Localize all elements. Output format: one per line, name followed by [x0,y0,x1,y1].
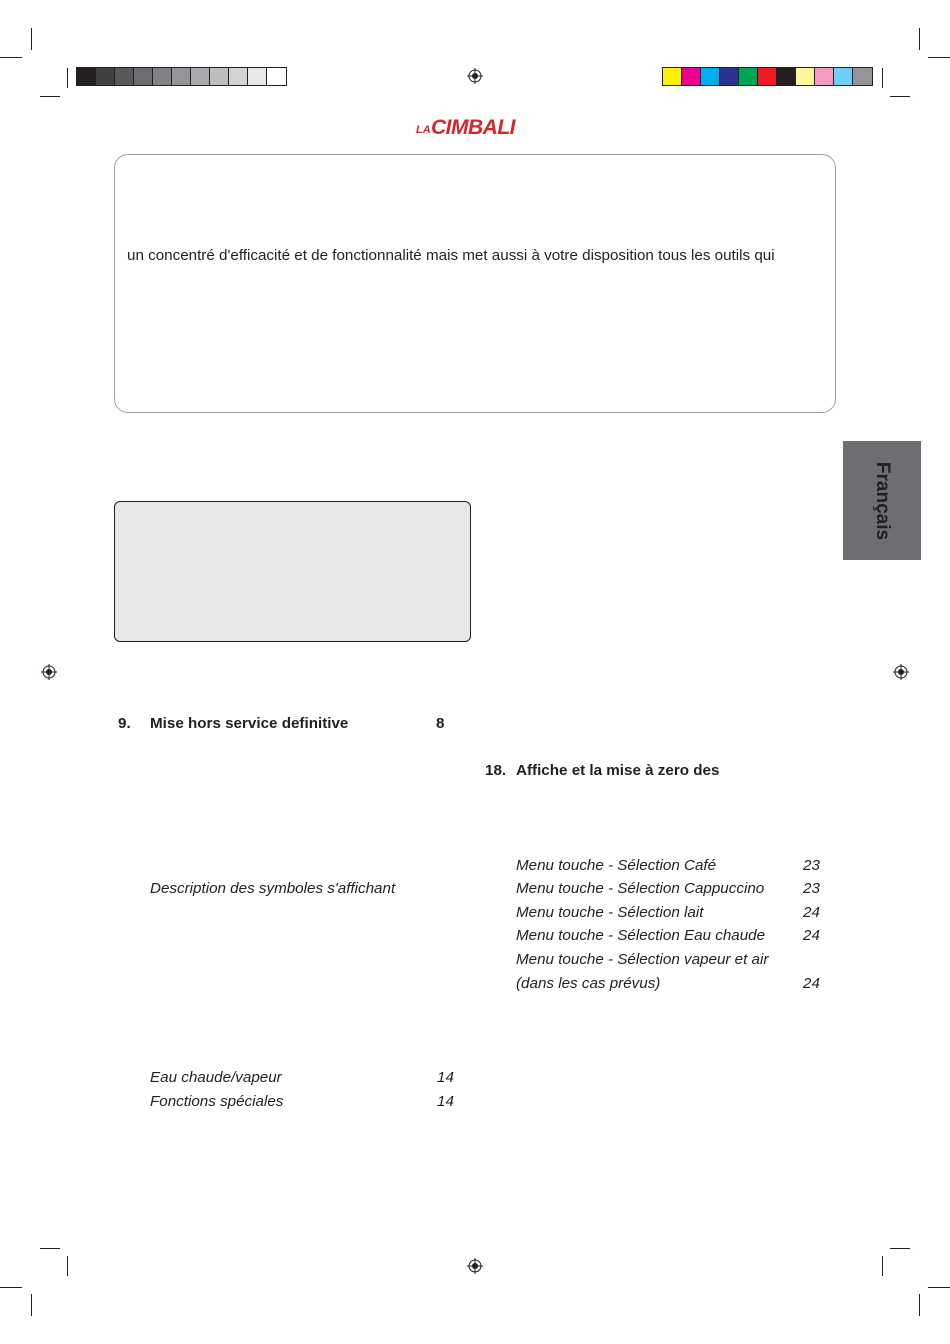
logo-name: CIMBALI [431,116,515,139]
toc-entry-title: Affiche et la mise à zero des [516,762,720,779]
calibration-swatch [267,68,286,85]
toc-entry-page: 24 [803,975,820,992]
logo-prefix: LA [416,124,431,136]
calibration-swatch [758,68,777,85]
calibration-swatch [682,68,701,85]
grey-calibration-bar [76,67,287,86]
intro-panel [114,154,836,413]
registration-mark-icon [893,664,909,680]
calibration-swatch [115,68,134,85]
toc-entry-title: Menu touche - Sélection Eau chaude [516,927,766,944]
calibration-swatch [77,68,96,85]
toc-entry-title: Menu touche - Sélection lait [516,904,704,921]
calibration-swatch [701,68,720,85]
toc-entry-page: 23 [803,857,820,874]
toc-entry-title: (dans les cas prévus) [516,975,661,992]
calibration-swatch [777,68,796,85]
toc-entry-title: Fonctions spéciales [150,1093,284,1110]
calibration-swatch [663,68,682,85]
note-box [114,501,471,642]
la-cimbali-logo [414,113,538,141]
calibration-swatch [796,68,815,85]
toc-entry-page: 14 [437,1093,454,1110]
toc-entry-page: 23 [803,880,820,897]
calibration-swatch [96,68,115,85]
calibration-swatch [834,68,853,85]
registration-mark-icon [41,664,57,680]
toc-entry-title: Eau chaude/vapeur [150,1069,282,1086]
calibration-swatch [853,68,872,85]
calibration-swatch [172,68,191,85]
toc-entry-title: Menu touche - Sélection vapeur et air [516,951,769,968]
toc-entry-page: 24 [803,904,820,921]
calibration-swatch [229,68,248,85]
calibration-swatch [210,68,229,85]
registration-mark-icon [467,1258,483,1274]
language-tab-label: Français [872,461,893,540]
color-calibration-bar [662,67,873,86]
toc-entry-page: 24 [803,927,820,944]
toc-entry-title: Mise hors service definitive [150,715,349,732]
calibration-swatch [739,68,758,85]
calibration-swatch [134,68,153,85]
toc-entry-title: Menu touche - Sélection Café [516,857,717,874]
calibration-swatch [248,68,267,85]
calibration-swatch [720,68,739,85]
toc-entry-page: 8 [436,715,445,732]
registration-mark-icon [467,68,483,84]
intro-text: un concentré d'efficacité et de fonctionnalité mais met aussi à votre disposition tous les outils qui [127,247,775,264]
toc-entry-page: 14 [437,1069,454,1086]
toc-entry-number: 18. [485,762,507,779]
calibration-swatch [191,68,210,85]
calibration-swatch [153,68,172,85]
toc-entry-title: Description des symboles s'affichant [150,880,396,897]
toc-entry-number: 9. [118,715,131,732]
calibration-swatch [815,68,834,85]
language-tab [843,441,921,560]
toc-entry-title: Menu touche - Sélection Cappuccino [516,880,765,897]
